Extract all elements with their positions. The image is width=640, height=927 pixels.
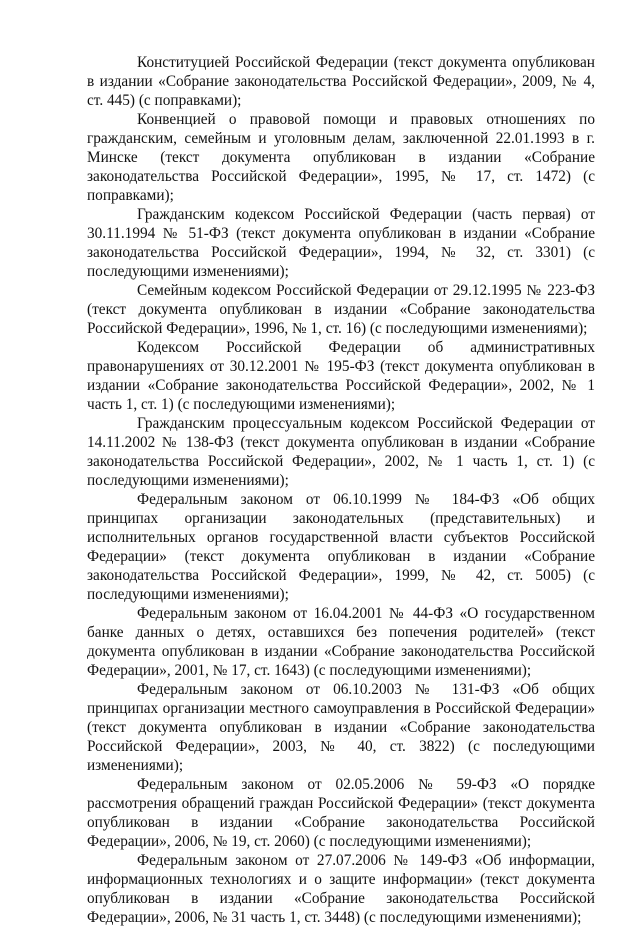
paragraph-family-code: Семейным кодексом Российской Федерации от 29.12.1995 № 223-ФЗ (текст документа опубликован в издании «Собрание законодательства Российской Федерации», 1996, № 1, ст. 16) (с последующими изменениями); xyxy=(87,282,595,337)
paragraph-civil-code: Гражданским кодексом Российской Федерации (часть первая) от 30.11.1994 № 51-ФЗ (текст документа опубликован в издании «Собрание законодательства Российской Федерации», 1994, № 32, ст. 3301) (с последующими изменениями); xyxy=(87,206,595,280)
paragraph-law-131-fz: Федеральным законом от 06.10.2003 № 131-ФЗ «Об общих принципах организации местного самоуправления в Российской Федерации» (текст документа опубликован в издании «Собрание законодательства Российской Федерации», 2003, № 40, ст. 3822) (с последующими изменениями); xyxy=(87,681,595,774)
document-page xyxy=(87,53,595,927)
paragraph-constitution: Конституцией Российской Федерации (текст документа опубликован в издании «Собрание законодательства Российской Федерации», 2009, № 4, ст. 445) (с поправками); xyxy=(87,54,595,109)
paragraph-law-44-fz: Федеральным законом от 16.04.2001 № 44-ФЗ «О государственном банке данных о детях, оставшихся без попечения родителей» (текст документа опубликован в издании «Собрание законодательства Российской Федерации», 2001, № 17, ст. 1643) (с последующими изменениями); xyxy=(87,605,595,679)
paragraph-law-59-fz: Федеральным законом от 02.05.2006 № 59-ФЗ «О порядке рассмотрения обращений граждан Российской Федерации» (текст документа опубликован в издании «Собрание законодательства Российской Федерации», 2006, № 19, ст. 2060) (с последующими изменениями); xyxy=(87,776,595,850)
paragraph-law-184-fz: Федеральным законом от 06.10.1999 № 184-ФЗ «Об общих принципах организации законодательных (представительных) и исполнительных органов государственной власти субъектов Российской Федерации» (текст документа опубликован в издании «Собрание законодательства Российской Федерации», 1999, № 42, ст. 5005) (с последующими изменениями); xyxy=(87,491,595,603)
paragraph-administrative-code: Кодексом Российской Федерации об административных правонарушениях от 30.12.2001 № 195-ФЗ (текст документа опубликован в издании «Собрание законодательства Российской Федерации», 2002, № 1 часть 1, ст. 1) (с последующими изменениями); xyxy=(87,339,595,413)
paragraph-law-149-fz: Федеральным законом от 27.07.2006 № 149-ФЗ «Об информации, информационных технологиях и о защите информации» (текст документа опубликован в издании «Собрание законодательства Российской Федерации», 2006, № 31 часть 1, ст. 3448) (с последующими изменениями); xyxy=(87,852,595,926)
paragraph-minsk-convention: Конвенцией о правовой помощи и правовых отношениях по гражданским, семейным и уголовным делам, заключенной 22.01.1993 в г. Минске (текст документа опубликован в издании «Собрание законодательства Российской Федерации», 1995, № 17, ст. 1472) (с поправками); xyxy=(87,111,595,204)
paragraph-civil-procedure-code: Гражданским процессуальным кодексом Российской Федерации от 14.11.2002 № 138-ФЗ (текст документа опубликован в издании «Собрание законодательства Российской Федерации», 2002, № 1 часть 1, ст. 1) (с последующими изменениями); xyxy=(87,415,595,489)
